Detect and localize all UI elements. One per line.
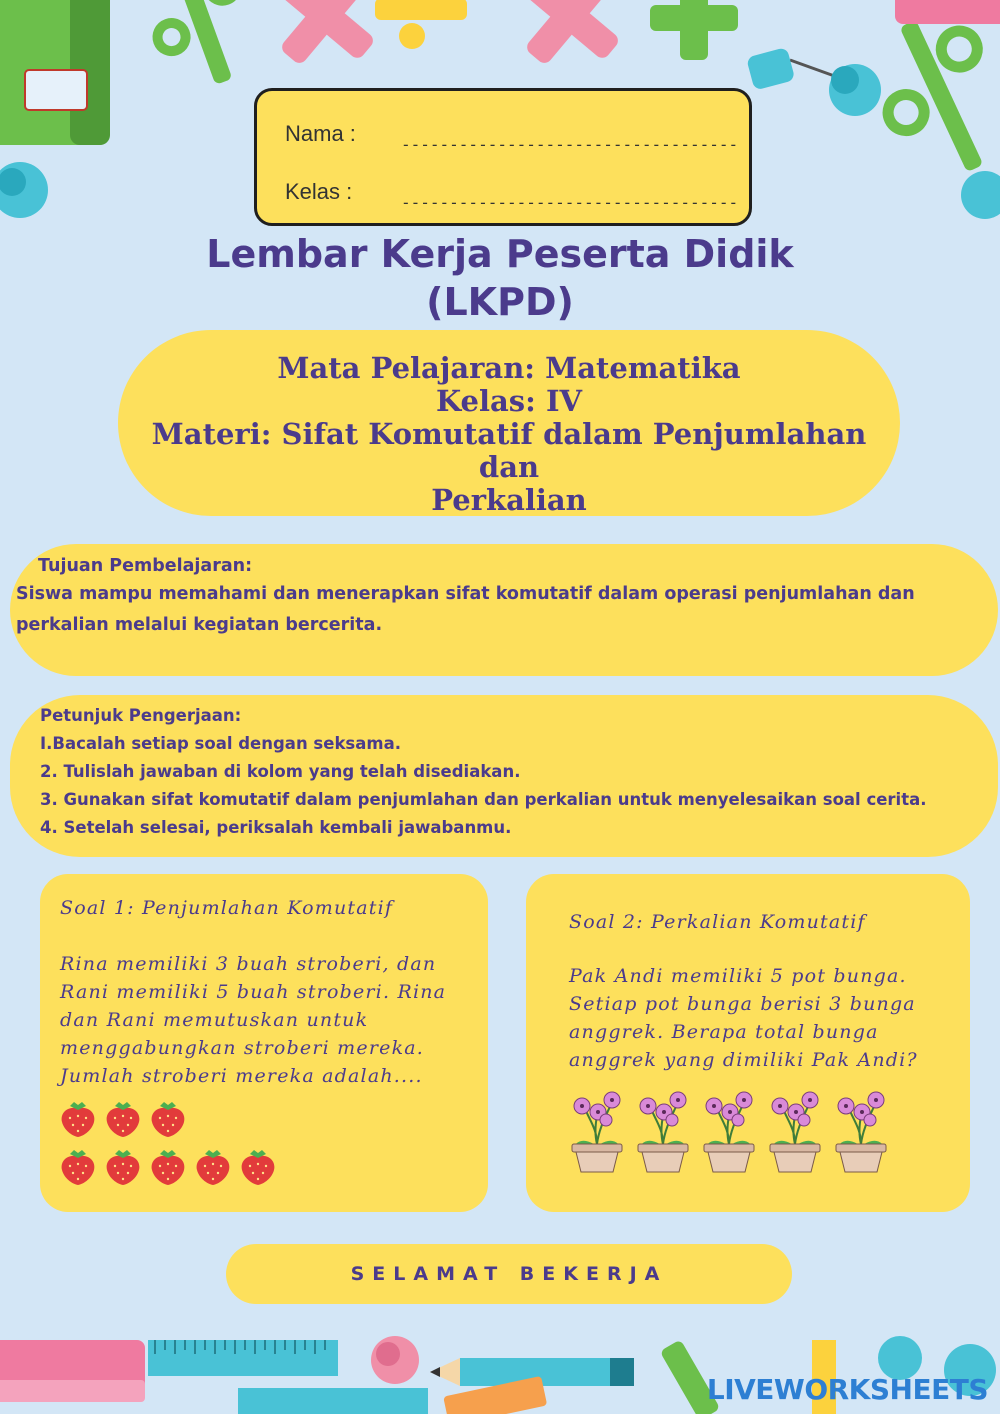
class-label: Kelas : bbox=[285, 179, 353, 204]
strawberry-icon bbox=[238, 1148, 278, 1190]
instruction-item: 2. Tulislah jawaban di kolom yang telah disediakan. bbox=[40, 762, 521, 781]
question-2-title: Soal 2: Perkalian Komutatif bbox=[569, 911, 866, 933]
orchid-pot-icon bbox=[764, 1088, 826, 1178]
orchid-pot-icon bbox=[698, 1088, 760, 1178]
name-field[interactable]: ----------------------------------- bbox=[401, 135, 739, 154]
orchid-pot-icon bbox=[566, 1088, 628, 1178]
class-field[interactable]: ----------------------------------- bbox=[401, 193, 739, 212]
orchid-pot-icon bbox=[632, 1088, 694, 1178]
question-1-text: Rina memiliki 3 buah stroberi, dan Rani memiliki 5 buah stroberi. Rina dan Rani memutuskan untuk menggabungkan stroberi mereka. Jumlah stroberi mereka adalah.... bbox=[60, 953, 447, 1087]
subject-info bbox=[118, 352, 900, 517]
instruction-item: I.Bacalah setiap soal dengan seksama. bbox=[40, 734, 401, 753]
closing-banner: SELAMAT BEKERJA bbox=[226, 1244, 792, 1304]
question-2-text: Pak Andi memiliki 5 pot bunga. Setiap pot bunga berisi 3 bunga anggrek. Berapa total bunga anggrek yang dimiliki Pak Andi? bbox=[569, 965, 918, 1071]
page-subtitle: (LKPD) bbox=[426, 280, 574, 324]
strawberry-icon bbox=[58, 1148, 98, 1190]
liveworksheets-logo: LIVEWORKSHEETS bbox=[706, 1373, 988, 1406]
strawberry-icon bbox=[193, 1148, 233, 1190]
grade-line: Kelas: IV bbox=[435, 384, 583, 418]
question-1-card bbox=[40, 874, 488, 1212]
strawberry-icon bbox=[103, 1148, 143, 1190]
objective-heading: Tujuan Pembelajaran: bbox=[38, 556, 253, 576]
subject-line: Mata Pelajaran: Matematika bbox=[277, 351, 741, 385]
question-1-title: Soal 1: Penjumlahan Komutatif bbox=[60, 897, 394, 919]
question-2-card bbox=[526, 874, 970, 1212]
strawberry-icon bbox=[148, 1100, 188, 1142]
orchid-pot-icon bbox=[830, 1088, 892, 1178]
objective-text-line1: Siswa mampu memahami dan menerapkan sifat komutatif dalam operasi penjumlahan dan bbox=[16, 584, 915, 604]
topic-line: Materi: Sifat Komutatif dalam Penjumlahan dan bbox=[151, 417, 867, 484]
strawberry-icon bbox=[148, 1148, 188, 1190]
instructions-heading: Petunjuk Pengerjaan: bbox=[40, 706, 242, 725]
name-label: Nama : bbox=[285, 121, 356, 146]
instruction-item: 4. Setelah selesai, periksalah kembali jawabanmu. bbox=[40, 818, 512, 837]
page-title: Lembar Kerja Peserta Didik bbox=[206, 232, 794, 276]
strawberry-icon bbox=[103, 1100, 143, 1142]
objective-text-line2: perkalian melalui kegiatan bercerita. bbox=[16, 615, 383, 635]
subject-panel bbox=[118, 330, 900, 516]
topic-line-continued: Perkalian bbox=[431, 483, 587, 517]
student-info-box bbox=[254, 88, 752, 226]
instruction-item: 3. Gunakan sifat komutatif dalam penjumlahan dan perkalian untuk menyelesaikan soal cerita. bbox=[40, 790, 927, 809]
strawberry-icon bbox=[58, 1100, 98, 1142]
